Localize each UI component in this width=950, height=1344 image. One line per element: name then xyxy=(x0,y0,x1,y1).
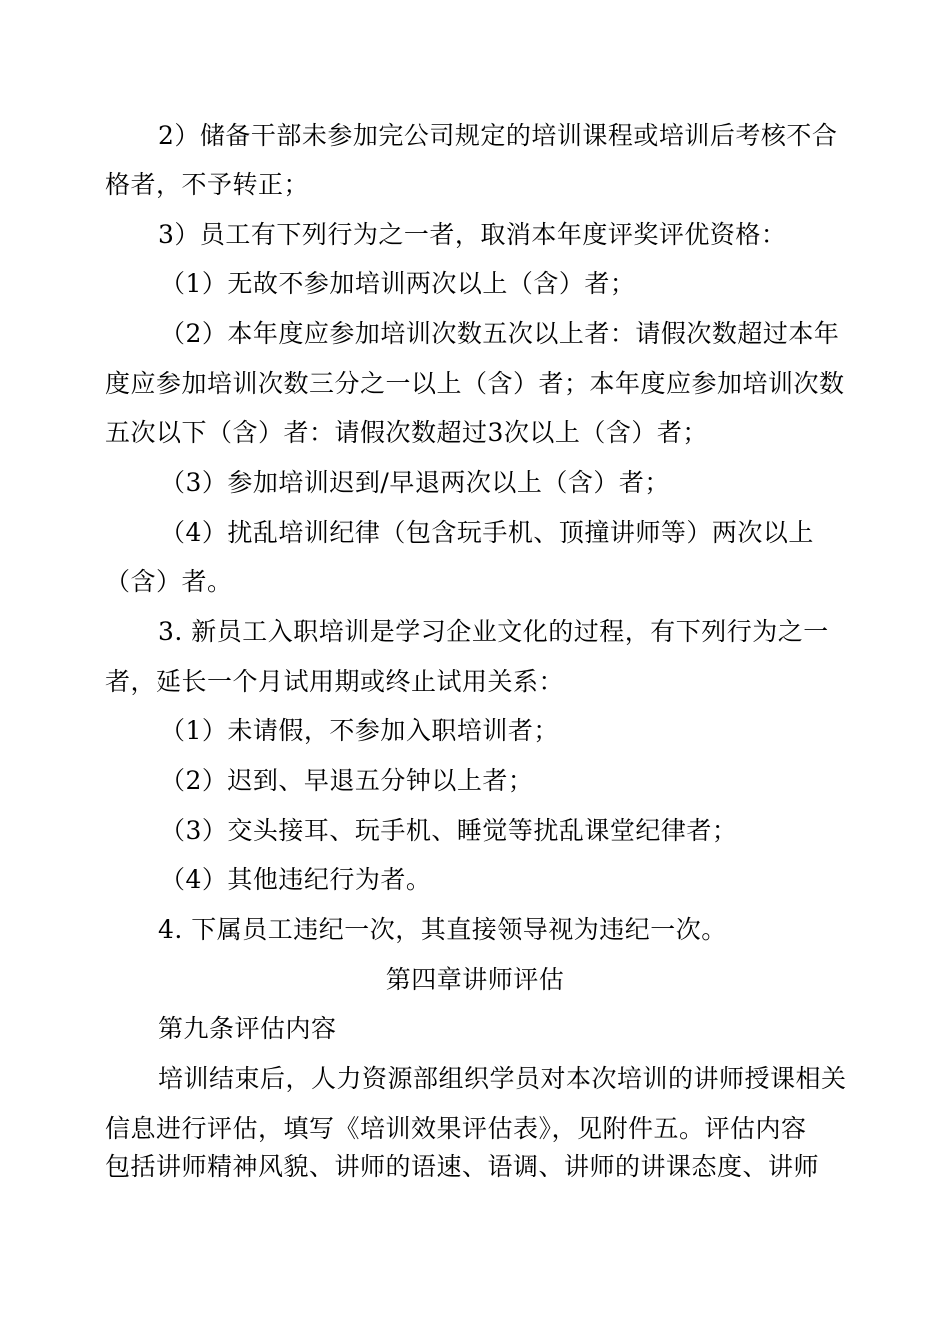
paragraph-line: 培训结束后，人力资源部组织学员对本次培训的讲师授课相关 xyxy=(158,1064,847,1093)
chapter-heading: 第四章讲师评估 xyxy=(385,965,565,994)
paragraph-line: 格者，不予转正； xyxy=(105,170,310,199)
list-item: （1）无故不参加培训两次以上（含）者； xyxy=(160,269,636,298)
list-item: （2）迟到、早退五分钟以上者； xyxy=(160,766,534,795)
list-item: （4）其他违纪行为者。 xyxy=(160,865,432,894)
paragraph-line: 五次以下（含）者：请假次数超过3次以上（含）者； xyxy=(105,418,708,447)
list-item: （3）交头接耳、玩手机、睡觉等扰乱课堂纪律者； xyxy=(160,816,738,845)
list-item: （2）本年度应参加培训次数五次以上者：请假次数超过本年 xyxy=(160,319,840,348)
list-item: （3）参加培训迟到/早退两次以上（含）者； xyxy=(160,468,670,497)
paragraph-line: （含）者。 xyxy=(105,567,233,596)
paragraph-line: 3）员工有下列行为之一者，取消本年度评奖评优资格： xyxy=(158,220,787,249)
paragraph-line: 包括讲师精神风貌、讲师的语速、语调、讲师的讲课态度、讲师 xyxy=(105,1152,820,1181)
paragraph-line: 信息进行评估，填写《培训效果评估表》，见附件五。评估内容 xyxy=(105,1114,807,1143)
paragraph-line: 3. 新员工入职培训是学习企业文化的过程，有下列行为之一 xyxy=(158,617,829,646)
paragraph-line: 者，延长一个月试用期或终止试用关系： xyxy=(105,667,565,696)
paragraph-line: 4. 下属员工违纪一次，其直接领导视为违纪一次。 xyxy=(158,915,727,944)
article-heading: 第九条评估内容 xyxy=(158,1014,337,1043)
list-item: （1）未请假，不参加入职培训者； xyxy=(160,716,559,745)
list-item: （4）扰乱培训纪律（包含玩手机、顶撞讲师等）两次以上 xyxy=(160,518,814,547)
paragraph-line: 2）储备干部未参加完公司规定的培训课程或培训后考核不合 xyxy=(158,121,838,150)
paragraph-line: 度应参加培训次数三分之一以上（含）者；本年度应参加培训次数 xyxy=(105,369,845,398)
